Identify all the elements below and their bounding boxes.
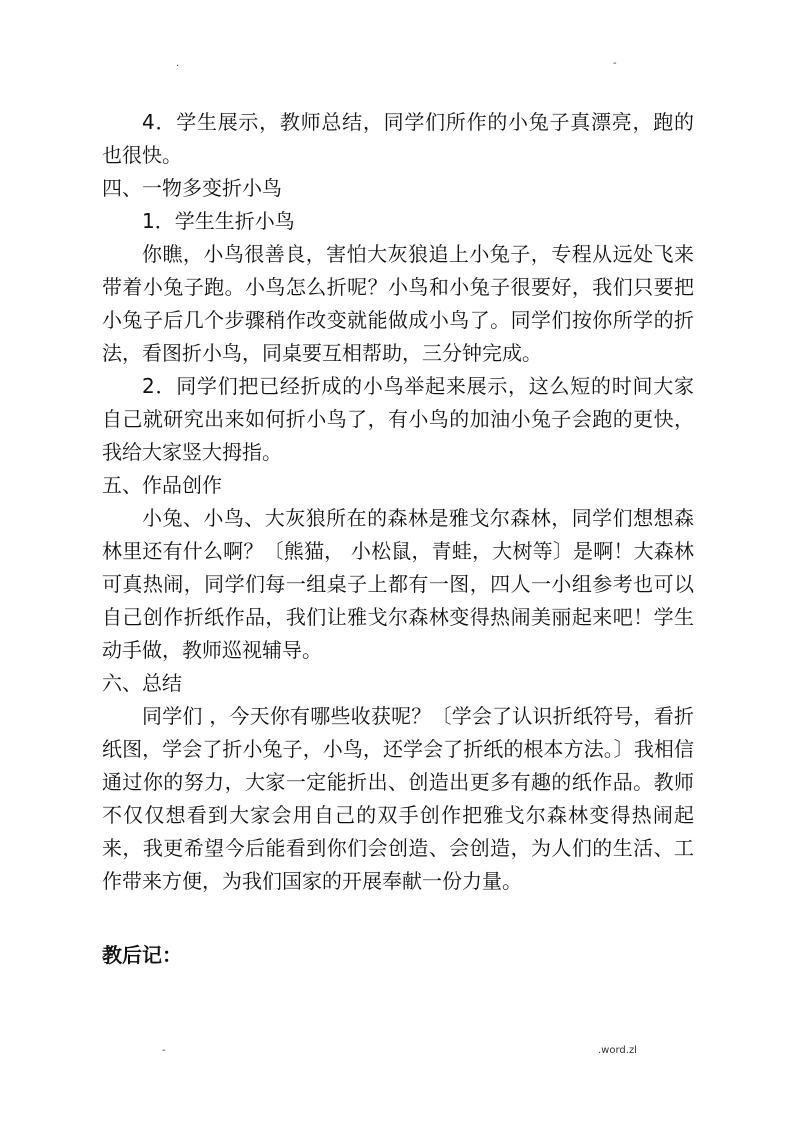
paragraph-step-2-show-bird: 2．同学们把已经折成的小鸟举起来展示，这么短的时间大家自己就研究出来如何折小鸟了，有小鸟的加油小兔子会跑的更快，我给大家竖大拇指。 [102,374,694,464]
footer-left-mark: - [162,1045,166,1056]
paragraph-bird-story: 你瞧，小鸟很善良，害怕大灰狼追上小兔子，专程从远处飞来带着小兔子跑。小鸟怎么折呢？小鸟和小兔子很要好，我们只要把小兔子后几个步骤稍作改变就能做成小鸟了。同学们按你所学的折法，看图折小鸟，同桌要互相帮助，三分钟完成。 [102,242,694,365]
document-body [102,106,694,898]
paragraph-forest-creation: 小兔、小鸟、大灰狼所在的森林是雅戈尔森林，同学们想想森林里还有什么啊？〔熊猫， 小松鼠，青蛙，大树等〕是啊！大森林可真热闹，同学们每一组桌子上都有一图，四人一小组参考也可以自己创作折纸作品，我们让雅戈尔森林变得热闹美丽起来吧！学生动手做，教师巡视辅导。 [102,506,694,662]
paragraph-summary: 同学们 ，今天你有哪些收获呢？〔学会了认识折纸符号，看折纸图，学会了折小兔子，小鸟，还学会了折纸的根本方法。〕我相信通过你的努力，大家一定能折出、创造出更多有趣的纸作品。教师不仅仅想看到大家会用自己的双手创作把雅戈尔森林变得热闹起来，我更希望今后能看到你们会创造、会创造，为人们的生活、工作带来方便，为我们国家的开展奉献一份力量。 [102,704,694,893]
header-right-mark: - [613,58,617,69]
footer-right-mark: .word.zl [598,1045,637,1056]
paragraph-step-1-fold-bird: 1．学生生折小鸟 [142,209,295,233]
section-heading-summary: 六、总结 [102,671,182,695]
section-heading-creation: 五、作品创作 [102,473,222,497]
header-left-mark: . [176,58,180,69]
afterword-label: 教后记： [102,943,182,967]
paragraph-step-4-show: 4．学生展示，教师总结，同学们所作的小兔子真漂亮，跑的也很快。 [102,110,694,167]
section-heading-fold-bird: 四、一物多变折小鸟 [102,176,282,200]
